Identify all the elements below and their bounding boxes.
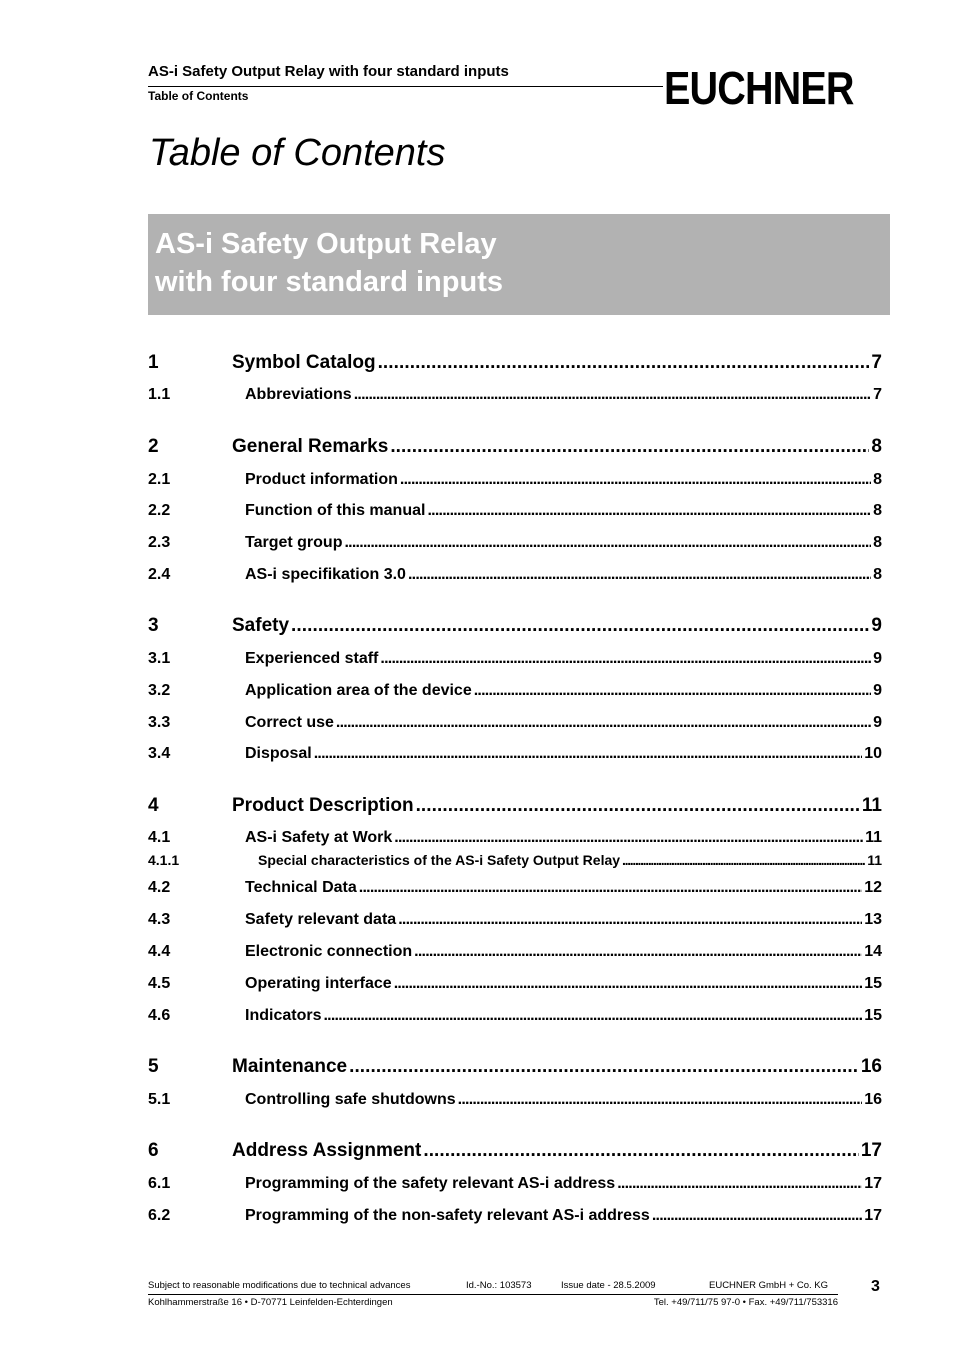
toc-entry-title: Abbreviations [245,386,352,403]
toc-entry-4-6[interactable] [148,1007,882,1025]
toc-leader-dots [398,911,862,929]
toc-entry-number: 4.1.1 [148,852,180,868]
toc-leader-dots [622,852,865,868]
toc-entry-number: 4.4 [148,943,171,960]
toc-entry-4[interactable] [148,795,882,817]
toc-entry-4-1[interactable] [148,829,882,847]
toc-entry-page: 9 [871,615,882,636]
toc-entry-number: 2.2 [148,502,171,519]
toc-leader-dots [359,879,862,897]
toc-entry-2-4[interactable] [148,566,882,584]
toc-entry-page: 8 [873,471,882,488]
toc-entry-number: 4.6 [148,1007,171,1024]
toc-entry-title: Operating interface [245,975,392,992]
toc-entry-page: 15 [864,1007,882,1024]
toc-entry-number: 6.2 [148,1207,171,1224]
toc-entry-page: 11 [865,829,882,846]
toc-entry-title: Controlling safe shutdowns [245,1091,456,1108]
toc-entry-5[interactable] [148,1056,882,1078]
toc-entry-3-1[interactable] [148,650,882,668]
banner-line-1: AS-i Safety Output Relay [155,228,497,260]
toc-entry-number: 4.3 [148,911,171,928]
toc-leader-dots [380,650,871,668]
toc-entry-title: Experienced staff [245,650,379,667]
toc-entry-title: AS-i specifikation 3.0 [245,566,406,583]
toc-leader-dots [314,745,863,763]
toc-leader-dots [378,352,870,374]
page-number: 3 [871,1278,880,1295]
toc-entry-3-4[interactable] [148,745,882,763]
toc-entry-title: General Remarks [232,436,389,457]
toc-entry-2-1[interactable] [148,471,882,489]
toc-entry-page: 8 [873,502,882,519]
toc-entry-title: Product information [245,471,398,488]
toc-entry-page: 17 [864,1207,882,1224]
banner-line-2: with four standard inputs [155,266,503,298]
toc-entry-number: 2.3 [148,534,171,551]
toc-entry-number: 2.4 [148,566,171,583]
toc-entry-3[interactable] [148,615,882,637]
toc-entry-title: Safety [232,615,290,636]
toc-entry-5-1[interactable] [148,1091,882,1109]
toc-leader-dots [390,436,869,458]
toc-entry-page: 13 [864,911,882,928]
toc-entry-page: 14 [864,943,882,960]
toc-leader-dots [291,615,869,637]
toc-entry-4-3[interactable] [148,911,882,929]
toc-entry-6-1[interactable] [148,1175,882,1193]
footer-id: Id.-No.: 103573 [466,1280,532,1291]
toc-entry-title: Maintenance [232,1056,348,1077]
toc-entry-page: 8 [873,566,882,583]
toc-entry-4-4[interactable] [148,943,882,961]
toc-leader-dots [394,975,863,993]
toc-entry-number: 6 [148,1140,159,1161]
toc-entry-title: Function of this manual [245,502,426,519]
footer-contact: Tel. +49/711/75 97-0 • Fax. +49/711/753316 [653,1297,838,1308]
footer-notice: Subject to reasonable modifications due to technical advances [148,1280,411,1291]
toc-entry-page: 9 [873,650,882,667]
section-label: Table of Contents [148,89,249,103]
toc-entry-number: 2 [148,436,159,457]
toc-entry-title: Special characteristics of the AS-i Safety Output Relay [258,852,621,868]
toc-leader-dots [323,1007,862,1025]
euchner-logo: EUCHNER [664,62,854,114]
toc-entry-title: AS-i Safety at Work [245,829,393,846]
toc-entry-2[interactable] [148,436,882,458]
toc-entry-title: Electronic connection [245,943,413,960]
toc-entry-4-1-1[interactable] [148,852,882,868]
toc-entry-number: 4.5 [148,975,171,992]
toc-entry-page: 16 [860,1056,882,1077]
toc-entry-page: 17 [860,1140,882,1161]
toc-leader-dots [394,829,863,847]
toc-entry-number: 6.1 [148,1175,171,1192]
toc-entry-page: 7 [873,386,882,403]
toc-entry-page: 7 [871,352,882,373]
toc-entry-title: Target group [245,534,343,551]
toc-entry-title: Correct use [245,714,334,731]
toc-entry-number: 3 [148,615,159,636]
toc-leader-dots [617,1175,862,1193]
toc-leader-dots [354,386,871,404]
toc-entry-number: 3.4 [148,745,171,762]
toc-entry-number: 3.2 [148,682,171,699]
toc-entry-page: 8 [873,534,882,551]
toc-leader-dots [423,1140,859,1162]
toc-entry-title: Programming of the safety relevant AS-i address [245,1175,616,1192]
toc-leader-dots [416,795,860,817]
toc-entry-4-2[interactable] [148,879,882,897]
footer-company: EUCHNER GmbH + Co. KG [709,1280,829,1291]
toc-entry-title: Indicators [245,1007,322,1024]
toc-entry-title: Symbol Catalog [232,352,376,373]
toc-entry-number: 2.1 [148,471,171,488]
footer-divider [148,1294,838,1295]
toc-entry-4-5[interactable] [148,975,882,993]
toc-entry-page: 9 [873,682,882,699]
toc-entry-title: Safety relevant data [245,911,397,928]
toc-entry-number: 4.2 [148,879,171,896]
toc-entry-number: 5 [148,1056,159,1077]
toc-entry-title: Application area of the device [245,682,472,699]
toc-leader-dots [336,714,871,732]
toc-entry-page: 16 [864,1091,882,1108]
toc-leader-dots [427,502,871,520]
toc-entry-2-2[interactable] [148,502,882,520]
toc-entry-page: 15 [864,975,882,992]
toc-entry-title: Technical Data [245,879,357,896]
toc-leader-dots [344,534,871,552]
toc-entry-number: 5.1 [148,1091,171,1108]
toc-entry-number: 4 [148,795,159,816]
toc-entry-1[interactable] [148,352,882,374]
toc-entry-1-1[interactable] [148,386,882,404]
toc-leader-dots [652,1207,862,1225]
toc-entry-title: Programming of the non-safety relevant AS-i address [245,1207,650,1224]
toc-entry-page: 12 [864,879,882,896]
toc-entry-page: 11 [861,795,882,816]
toc-leader-dots [458,1091,863,1109]
footer-address: Kohlhammerstraße 16 • D-70771 Leinfelden-Echterdingen [148,1297,393,1308]
toc-entry-number: 4.1 [148,829,171,846]
toc-entry-6-2[interactable] [148,1207,882,1225]
toc-entry-2-3[interactable] [148,534,882,552]
toc-entry-title: Address Assignment [232,1140,422,1161]
toc-leader-dots [474,682,871,700]
toc-entry-6[interactable] [148,1140,882,1162]
toc-leader-dots [400,471,871,489]
toc-entry-title: Product Description [232,795,414,816]
toc-leader-dots [408,566,871,584]
toc-entry-number: 3.3 [148,714,171,731]
toc-entry-number: 1.1 [148,386,171,403]
toc-entry-title: Disposal [245,745,312,762]
header-divider [148,86,663,87]
header [148,62,662,82]
toc-entry-number: 3.1 [148,650,171,667]
toc-entry-3-2[interactable] [148,682,882,700]
document-title: AS-i Safety Output Relay with four standard inputs [148,63,509,80]
title-banner [148,214,890,315]
toc-entry-page: 17 [864,1175,882,1192]
toc-entry-page: 8 [871,436,882,457]
page-title: Table of Contents [149,132,446,174]
toc-leader-dots [414,943,862,961]
toc-entry-page: 10 [864,745,882,762]
toc-entry-page: 9 [873,714,882,731]
toc-entry-page: 11 [867,852,882,868]
footer-issue-date: Issue date - 28.5.2009 [561,1280,656,1291]
toc-entry-3-3[interactable] [148,714,882,732]
toc-entry-number: 1 [148,352,159,373]
toc-leader-dots [349,1056,859,1078]
